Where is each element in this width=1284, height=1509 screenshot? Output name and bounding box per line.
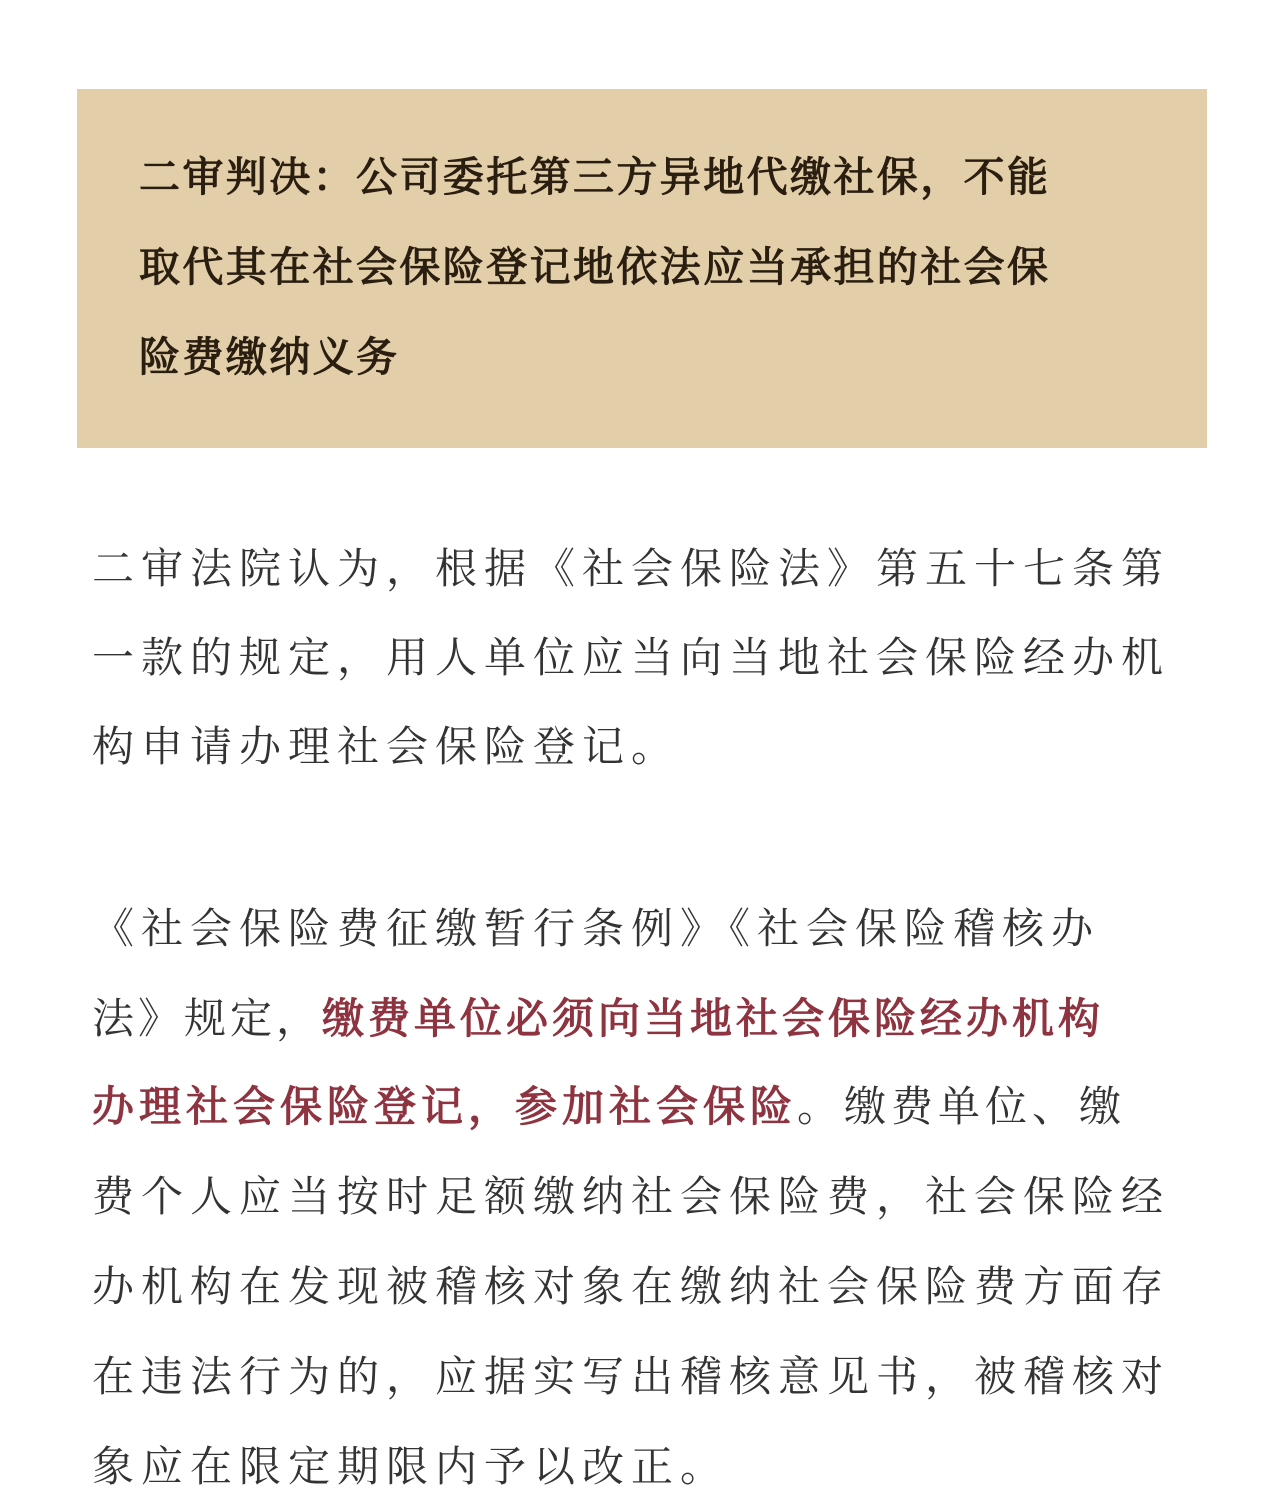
heading-line-2: 取代其在社会保险登记地依法应当承担的社会保 <box>139 243 1051 291</box>
heading-line-3: 险费缴纳义务 <box>139 333 400 381</box>
paragraph-2-line-7: 象应在限定期限内予以改正。 <box>92 1442 730 1491</box>
paragraph-2-line-4: 费个人应当按时足额缴纳社会保险费，社会保险经 <box>92 1172 1171 1221</box>
highlighted-text: 缴费单位必须向当地社会保险经办机构 <box>322 994 1105 1043</box>
paragraph-2-line-2 <box>92 994 1192 1044</box>
paragraph-1-line-2: 一款的规定，用人单位应当向当地社会保险经办机 <box>92 633 1171 682</box>
paragraph-2-line-3 <box>92 1082 1192 1132</box>
heading-line-1: 二审判决：公司委托第三方异地代缴社保，不能 <box>139 153 1051 201</box>
paragraph-1-line-3: 构申请办理社会保险登记。 <box>92 722 681 771</box>
paragraph-1-line-1: 二审法院认为，根据《社会保险法》第五十七条第 <box>92 544 1171 593</box>
paragraph-2-line-1: 《社会保险费征缴暂行条例》《社会保险稽核办 <box>92 904 1101 953</box>
paragraph-2-line-3-text: 。缴费单位、缴 <box>797 1082 1127 1131</box>
paragraph-2-line-2-text: 法》规定， <box>92 994 323 1043</box>
highlighted-text: 办理社会保险登记，参加社会保险 <box>92 1082 798 1131</box>
paragraph-2-line-5: 办机构在发现被稽核对象在缴纳社会保险费方面存 <box>92 1262 1171 1311</box>
paragraph-2-line-6: 在违法行为的，应据实写出稽核意见书，被稽核对 <box>92 1352 1171 1401</box>
heading-box <box>77 89 1207 448</box>
